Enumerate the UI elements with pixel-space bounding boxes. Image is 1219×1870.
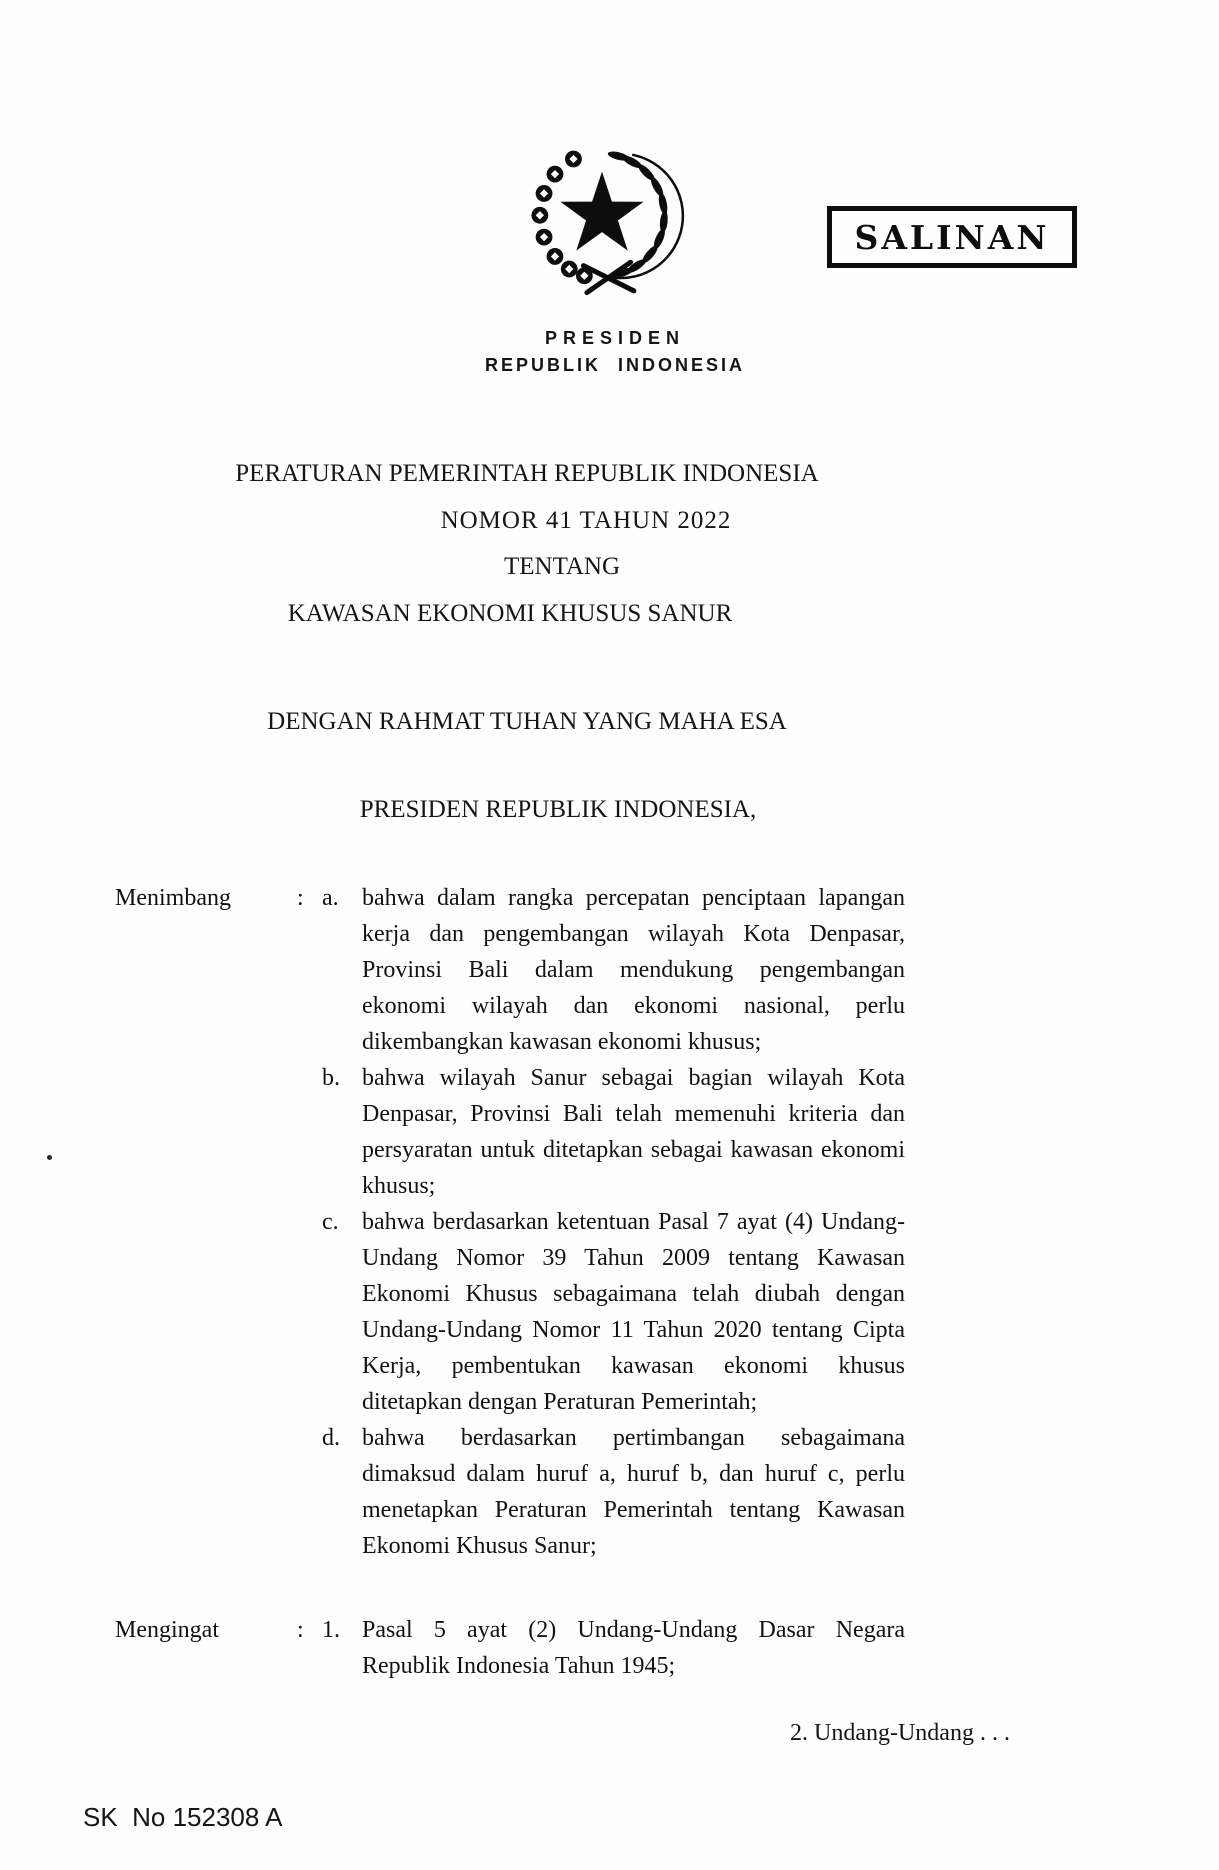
considerations-label: Menimbang bbox=[115, 885, 231, 911]
consideration-text-d: bahwa berdasarkan pertimbangan sebagaimana dimaksud dalam huruf a, huruf b, dan huruf c, perlu menetapkan Peraturan Pemerintah tentang Kawasan Ekonomi Khusus Sanur; bbox=[362, 1425, 905, 1559]
letterhead-republik-indonesia: REPUBLIK INDONESIA bbox=[484, 355, 745, 375]
legal-basis-section bbox=[115, 1612, 905, 1684]
legal-basis-row bbox=[115, 1612, 905, 1684]
legal-basis-label: Mengingat bbox=[115, 1617, 219, 1643]
consideration-row bbox=[115, 1420, 905, 1564]
invocation-line: DENGAN RAHMAT TUHAN YANG MAHA ESA bbox=[267, 708, 787, 735]
regulation-number: NOMOR 41 TAHUN 2022 bbox=[440, 507, 732, 534]
consideration-text-c: bahwa berdasarkan ketentuan Pasal 7 ayat (4) Undang-Undang Nomor 39 Tahun 2009 tentang Kawasan Ekonomi Khusus sebagaimana telah diubah dengan Undang-Undang Nomor 11 Tahun 2020 tentang Cipta Kerja, pembentukan kawasan ekonomi khusus ditetapkan dengan Peraturan Pemerintah; bbox=[362, 1209, 905, 1415]
catchword: 2. Undang-Undang . . . bbox=[790, 1720, 1010, 1746]
regulation-subject: KAWASAN EKONOMI KHUSUS SANUR bbox=[287, 600, 733, 627]
letterhead-presiden: PRESIDEN bbox=[544, 328, 686, 348]
consideration-marker-b: b. bbox=[322, 1065, 340, 1091]
authority-line: PRESIDEN REPUBLIK INDONESIA, bbox=[359, 796, 757, 823]
salinan-stamp-label: SALINAN bbox=[854, 217, 1050, 257]
regulation-title: PERATURAN PEMERINTAH REPUBLIK INDONESIA bbox=[235, 460, 819, 487]
legal-basis-marker-1: 1. bbox=[322, 1617, 340, 1643]
salinan-stamp bbox=[827, 206, 1077, 268]
regulation-tentang: TENTANG bbox=[503, 553, 621, 580]
considerations-section bbox=[115, 880, 905, 1564]
consideration-text-a: bahwa dalam rangka percepatan penciptaan lapangan kerja dan pengembangan wilayah Kota Denpasar, Provinsi Bali dalam mendukung pengembangan ekonomi wilayah dan ekonomi nasional, perlu dikembangkan kawasan ekonomi khusus; bbox=[362, 885, 905, 1055]
consideration-marker-d: d. bbox=[322, 1425, 340, 1451]
star-icon bbox=[560, 172, 643, 251]
presidential-emblem bbox=[518, 138, 686, 306]
consideration-marker-c: c. bbox=[322, 1209, 339, 1235]
legal-basis-colon: : bbox=[297, 1617, 304, 1643]
consideration-marker-a: a. bbox=[322, 885, 339, 911]
legal-basis-text-1: Pasal 5 ayat (2) Undang-Undang Dasar Negara Republik Indonesia Tahun 1945; bbox=[362, 1617, 905, 1679]
considerations-colon: : bbox=[297, 885, 304, 911]
consideration-text-b: bahwa wilayah Sanur sebagai bagian wilayah Kota Denpasar, Provinsi Bali telah memenuhi kriteria dan persyaratan untuk ditetapkan sebagai kawasan ekonomi khusus; bbox=[362, 1065, 905, 1199]
scan-artifact-dot bbox=[47, 1155, 52, 1160]
consideration-row bbox=[115, 1204, 905, 1420]
document-code: SK No 152308 A bbox=[83, 1802, 283, 1832]
consideration-row bbox=[115, 1060, 905, 1204]
consideration-row bbox=[115, 880, 905, 1060]
